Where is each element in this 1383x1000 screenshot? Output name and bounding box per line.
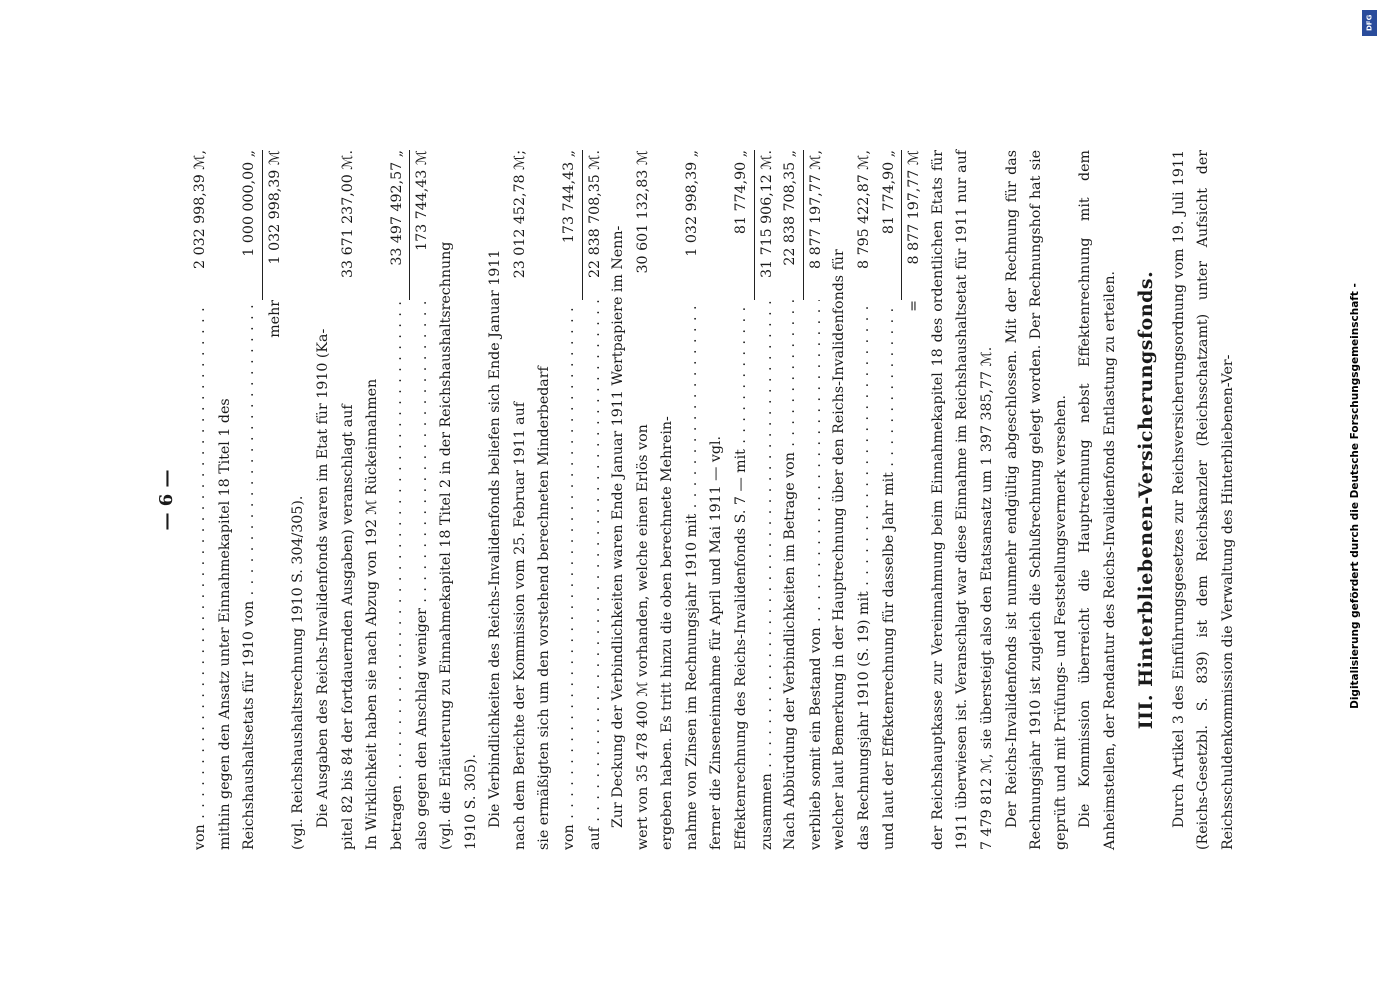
ledger-amount: 30 601 132,83 ℳ <box>634 150 651 274</box>
ledger-row <box>802 150 827 850</box>
ledger-label: ergeben haben. Es tritt hinzu die oben berechnete Mehrein- <box>658 416 675 850</box>
expenditure-block <box>310 150 433 850</box>
ledger-label: = <box>905 300 922 312</box>
ledger-label: wert von 35 478 400 ℳ vorhanden, welche einen Erlös von <box>634 424 651 850</box>
ledger-row <box>630 150 655 850</box>
digitization-credit-text: Digitalisierung gefördert durch die Deutsche Forschungsgemeinschaft - <box>1349 283 1361 709</box>
ledger-amount: 173 744,43 ℳ <box>409 150 435 300</box>
ledger-label: Reichshaushaltsetats für 1910 von . . . <box>237 300 262 850</box>
ledger-row <box>753 150 778 850</box>
reference-text: 1910 S. 305). <box>462 754 479 850</box>
ledger-label: auf . . . <box>582 300 607 850</box>
discharge-paragraph: Die Kommission überreicht die Hauptrechnung nebst Effektenrechnung mit dem Anheimstellen, der Rendantur des Reichs-Invalidenfonds Entlastung zu erteilen. <box>1076 150 1118 850</box>
ledger-amount: 173 744,43 „ <box>560 150 577 244</box>
ledger-amount: 22 838 708,35 „ <box>781 150 798 266</box>
ledger-amount: 8 877 197,77 ℳ <box>901 150 927 300</box>
ledger-row <box>507 150 532 850</box>
ledger-label: sie ermäßigten sich um den vorstehend berechneten Minderbedarf <box>535 366 552 850</box>
ledger-label: Die Ausgaben des Reichs-Invalidenfonds waren im Etat für 1910 (Ka- <box>314 328 331 828</box>
ledger-amount: 8 795 422,87 ℳ, <box>855 150 872 269</box>
ledger-row <box>384 150 409 850</box>
ledger-row <box>212 150 237 850</box>
coverage-block <box>606 150 926 850</box>
ledger-row <box>778 150 803 850</box>
ledger-row <box>310 150 335 850</box>
ledger-row <box>679 150 704 850</box>
section-intro: Durch Artikel 3 des Einführungsgesetzes zur Reichsversicherungsordnung vom 19. Juli 1911 (Reichs-Gesetzbl. S. 839) ist dem Reichskanzler (Reichsschatzamt) unter Aufsicht der Reichsschuldenkommission die Verwaltung des Hinterbliebenen-Ver- <box>1170 150 1236 850</box>
ledger-label: mehr <box>266 300 283 338</box>
ledger-label: mithin gegen den Ansatz unter Einnahmekapitel 18 Titel 1 des <box>216 398 233 850</box>
ledger-amount: 23 012 452,78 ℳ; <box>511 150 528 279</box>
section-heading: III. Hinterbliebenen-Versicherungsfonds. <box>1134 270 1157 730</box>
ledger-amount: 2 032 998,39 ℳ, <box>191 150 208 269</box>
ledger-amount: 1 032 998,39 ℳ <box>261 150 287 300</box>
ledger-label: also gegen den Anschlag weniger . . . <box>410 300 435 850</box>
rotated-text-block <box>152 150 1236 850</box>
ledger-label: Die Verbindlichkeiten des Reichs-Invalidenfonds beliefen sich Ende Januar 1911 <box>486 249 503 828</box>
reference-line <box>458 150 483 850</box>
dfg-logo: DFG <box>1362 10 1377 36</box>
ledger-label: pitel 82 bis 84 der fortdauernden Ausgaben) veranschlagt auf <box>339 404 356 850</box>
ledger-label: von . . . <box>556 300 581 850</box>
ledger-row <box>483 150 508 850</box>
ledger-row <box>335 150 360 850</box>
reference-text: (vgl. Reichshaushaltsrechnung 1910 S. 304/305). <box>289 495 306 850</box>
closing-paragraph: Der Reichs-Invalidenfonds ist nunmehr endgültig abgeschlossen. Mit der Rechnung für das Rechnungsjahr 1910 ist zugleich die Schlußrechnung gelegt worden. Der Rechnungshof hat sie geprüft und mit Prüfungs- und Feststellungsvermerk versehen. <box>1003 150 1069 850</box>
ledger-label: In Wirklichkeit haben sie nach Abzug von 192 ℳ Rückeinnahmen <box>363 378 380 850</box>
reference-block <box>433 150 482 850</box>
ledger-amount: 81 774,90 „ <box>880 150 897 235</box>
reference-line <box>286 150 311 850</box>
ledger-label: verblieb somit ein Bestand von . . . <box>803 300 828 850</box>
ledger-row <box>409 150 434 850</box>
transfer-paragraph: der Reichshauptkasse zur Vereinnahmung beim Einnahmekapitel 18 des ordentlichen Etats für 1911 überwiesen ist. Veranschlagt war diese Einnahme im Reichshaushaltsetat für 1911 nur auf 7 479 812 ℳ, sie übersteigt also den Etatsansatz um 1 397 385,77 ℳ. <box>929 150 995 850</box>
ledger-row <box>237 150 262 850</box>
ledger-row <box>901 150 926 850</box>
ledger-label: betragen . . . <box>384 300 409 850</box>
ledger-row <box>606 150 631 850</box>
ledger-amount: 22 838 708,35 ℳ. <box>581 150 607 300</box>
ledger-row <box>655 150 680 850</box>
ledger-amount: 81 774,90 „ <box>732 150 749 235</box>
ledger-label: und laut der Effektenrechnung für dasselbe Jahr mit . . . <box>876 300 901 850</box>
ledger-label: Effektenrechnung des Reichs-Invalidenfonds S. 7 — mit . . . <box>729 300 754 850</box>
ledger-row <box>827 150 852 850</box>
ledger-row <box>532 150 557 850</box>
ledger-label: nach dem Berichte der Kommission vom 25. Februar 1911 auf <box>511 402 528 850</box>
ledger-row <box>556 150 581 850</box>
ledger-label: nahme von Zinsen im Rechnungsjahr 1910 mit . . . <box>679 300 704 850</box>
ledger-label: das Rechnungsjahr 1910 (S. 19) mit . . . <box>852 300 877 850</box>
ledger-label: welcher laut Bemerkung in der Hauptrechnung über den Reichs-Invalidenfonds für <box>830 249 847 850</box>
ledger-row <box>704 150 729 850</box>
ledger-row <box>581 150 606 850</box>
ledger-amount: 8 877 197,77 ℳ, <box>802 150 828 300</box>
ledger-row <box>876 150 901 850</box>
ledger-label: von . . . <box>188 300 213 850</box>
ledger-top <box>188 150 286 850</box>
ledger-amount: 33 671 237,00 ℳ. <box>339 150 356 278</box>
ledger-label: Nach Abbürdung der Verbindlichkeiten im Betrage von . . . <box>778 300 803 850</box>
reference-line <box>433 150 458 850</box>
ledger-row <box>852 150 877 850</box>
ledger-amount: 31 715 906,12 ℳ. <box>753 150 779 300</box>
ledger-label: Zur Deckung der Verbindlichkeiten waren Ende Januar 1911 Wertpapiere im Nenn- <box>609 225 626 828</box>
ledger-amount: 1 032 998,39 „ <box>683 150 700 257</box>
ledger-row <box>188 150 213 850</box>
ledger-amount: 1 000 000,00 „ <box>240 150 257 257</box>
ledger-label: ferner die Zinseneinnahme für April und Mai 1911 — vgl. <box>707 435 724 850</box>
ledger-row <box>729 150 754 850</box>
ledger-row <box>261 150 286 850</box>
ledger-amount: 33 497 492,57 „ <box>388 150 405 266</box>
reference-text: (vgl. die Erläuterung zu Einnahmekapitel 18 Titel 2 in der Reichshaushaltsrechnung <box>437 241 454 850</box>
page-number: — 6 — <box>155 469 177 531</box>
ledger-label: zusammen . . . <box>754 300 779 850</box>
ledger-row <box>360 150 385 850</box>
liabilities-block <box>483 150 606 850</box>
